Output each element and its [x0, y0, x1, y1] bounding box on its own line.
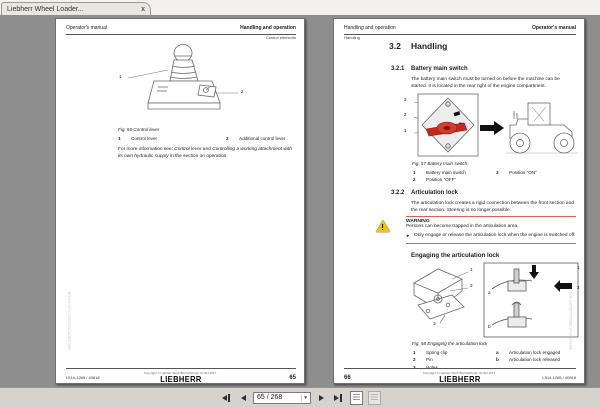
footer-document-code: L514-1265 / 40818: [542, 374, 576, 380]
figure-57-legend-right: [496, 169, 537, 176]
last-page-button[interactable]: [331, 391, 345, 404]
page-number: 66: [344, 374, 351, 381]
header-subtitle: Control elements: [265, 35, 296, 40]
warning-bullet-text: Only engage or release the articulation lock when the engine is switched off.: [414, 232, 576, 238]
legend-text: Pin: [426, 357, 433, 363]
legend-number: 1: [413, 350, 416, 355]
legend-text: Articulation lock engaged: [509, 350, 561, 355]
figure-56-legend: [118, 135, 296, 142]
legend-number: 2: [413, 357, 416, 363]
header-left: Handling and operation: [344, 25, 396, 31]
last-page-icon: [340, 394, 342, 402]
page-number-field[interactable]: [253, 392, 311, 404]
articulation-area-drawing: [414, 269, 464, 319]
previous-page-icon: [241, 395, 246, 401]
next-page-icon: [319, 395, 324, 401]
section-3-2-1-body: The battery main switch must be turned on before the machine can be started. It is located in the rear right of the engine compartment.: [411, 77, 560, 89]
figure-58-legend-right: [496, 349, 560, 364]
section-heading-3-2: [389, 41, 576, 51]
heading-title: Articulation lock: [411, 190, 459, 196]
figure-callout-label: 1: [119, 74, 122, 79]
figure-58-engaging-articulation-lock: [408, 261, 584, 339]
legend-number: 2: [226, 136, 229, 141]
page-65: [55, 18, 305, 384]
header-left: Operator's manual: [66, 25, 107, 31]
paragraph-italic: Controlling a working attachment with its own hydraulic supply: [118, 147, 292, 159]
legend-text: Articulation lock released: [509, 357, 561, 363]
edge-print-code: LBH/11825607/0003/2017-03-17/enGB: [568, 291, 573, 351]
figure-56-control-lever: [114, 43, 254, 127]
view-b-label: b: [488, 324, 491, 329]
edge-print-code: LBH/11825607/0003/2017-03-17/enGB: [67, 291, 72, 351]
tab-title: Liebherr Wheel Loader...: [7, 5, 84, 13]
previous-page-button[interactable]: [236, 391, 250, 404]
legend-number: 2: [413, 177, 416, 183]
warning-bullet: [406, 233, 576, 240]
legend-text: Battery main switch: [426, 170, 466, 175]
legend-number: b: [496, 357, 499, 363]
page-footer: [344, 375, 576, 384]
figure-callout-label: 1: [577, 265, 580, 270]
warning-triangle-icon: [376, 220, 390, 232]
section-heading-3-2-1: [391, 66, 576, 72]
legend-text: Control lever: [131, 136, 158, 141]
heading-title: Handling: [411, 41, 448, 51]
legend-number: 1: [413, 170, 416, 175]
document-tab[interactable]: [1, 2, 151, 15]
facing-pages-view-button[interactable]: [368, 391, 381, 405]
figure-58-caption: Fig. 58 Engaging the articulation lock: [412, 341, 488, 346]
figure-56-caption: Fig. 56 Control lever: [118, 127, 160, 132]
legend-text: Position "OFF": [426, 177, 457, 183]
figure-callout-label: 1: [404, 128, 407, 133]
heading-engaging-articulation-lock: Engaging the articulation lock: [411, 252, 500, 259]
articulation-lock-drawing: [408, 261, 584, 339]
figure-57-legend-left: [413, 169, 466, 184]
footer-rule: [66, 368, 296, 369]
figure-callout-label: 3: [433, 321, 436, 326]
location-arrow: [480, 121, 504, 135]
page-66: [333, 18, 585, 384]
last-page-icon: [334, 395, 339, 401]
heading-title: Battery main switch: [411, 66, 468, 72]
figure-57-caption: Fig. 57 Battery main switch: [412, 161, 468, 166]
figure-callout-label: 2: [404, 112, 407, 117]
figure-callout-label: 3: [404, 97, 407, 102]
warning-box: [406, 216, 576, 244]
header-subtitle: Handling: [344, 35, 360, 40]
legend-text: Spring clip: [426, 350, 448, 355]
next-page-button[interactable]: [314, 391, 328, 404]
heading-number: 3.2.2: [391, 190, 405, 196]
legend-row: [118, 135, 296, 142]
page-footer: [66, 375, 296, 384]
first-page-icon: [222, 395, 227, 401]
page-dropdown-caret-icon[interactable]: ▾: [301, 395, 307, 401]
paragraph-text: in the section on operation: [168, 153, 227, 159]
figure-callout-label: 2: [577, 285, 580, 290]
page-number-value: 65 / 268: [257, 394, 283, 401]
paragraph-text: For more information see:: [118, 147, 175, 152]
figure-callout-label: 2: [241, 89, 244, 94]
tab-bar: [0, 0, 600, 16]
document-viewer: [0, 15, 600, 388]
page-number: 65: [289, 374, 296, 381]
page-header: [66, 25, 296, 35]
footer-copyright: Copyright © Liebherr-Werk Bischofshofen GmbH 2017: [422, 370, 496, 375]
legend-text: Holes: [426, 364, 438, 370]
battery-switch-drawing: [414, 93, 584, 159]
page-header: [344, 25, 576, 35]
tab-close-icon[interactable]: x: [141, 5, 145, 13]
footer-document-code: L514-1265 / 40818: [66, 374, 100, 380]
heading-number: 3.2.1: [391, 66, 405, 72]
control-lever-drawing: [114, 43, 254, 127]
navigation-toolbar: [0, 387, 600, 407]
legend-text: Additional control lever: [239, 136, 286, 141]
warning-title: WARNING: [406, 219, 430, 224]
paragraph-more-info: [118, 147, 294, 161]
figure-57-battery-main-switch: [402, 93, 584, 159]
paragraph-italic: Control lever: [174, 147, 202, 152]
legend-number: 3: [496, 170, 499, 175]
liebherr-logo: LIEBHERR: [160, 374, 202, 384]
first-page-icon: [228, 394, 230, 402]
liebherr-logo: LIEBHERR: [439, 374, 481, 384]
bullet-arrow-icon: ►: [406, 232, 411, 238]
first-page-button[interactable]: [219, 391, 233, 404]
footer-copyright: Copyright © Liebherr-Werk Bischofshofen GmbH 2017: [143, 370, 217, 375]
legend-number: 3: [413, 364, 416, 370]
section-3-2-2-body: The articulation lock creates a rigid connection between the front section and the rear section. Steering is no longer possible.: [411, 201, 574, 213]
figure-callout-label: 2: [470, 283, 473, 288]
header-right: Operator's manual: [532, 25, 576, 31]
heading-number: 3.2: [389, 41, 401, 51]
legend-number: 1: [118, 136, 121, 141]
wheel-loader-drawing: [506, 103, 578, 153]
warning-body: Persons can become trapped in the articulation area.: [406, 224, 519, 229]
legend-number: a: [496, 350, 499, 355]
section-heading-3-2-2: [391, 190, 576, 196]
figure-callout-label: 1: [470, 267, 473, 272]
paragraph-text: and: [201, 147, 213, 152]
view-a-label: a: [488, 290, 491, 295]
single-page-view-button[interactable]: [350, 391, 363, 405]
footer-rule: [344, 368, 576, 369]
legend-text: Position "ON": [509, 170, 537, 175]
header-right: Handling and operation: [240, 25, 296, 31]
